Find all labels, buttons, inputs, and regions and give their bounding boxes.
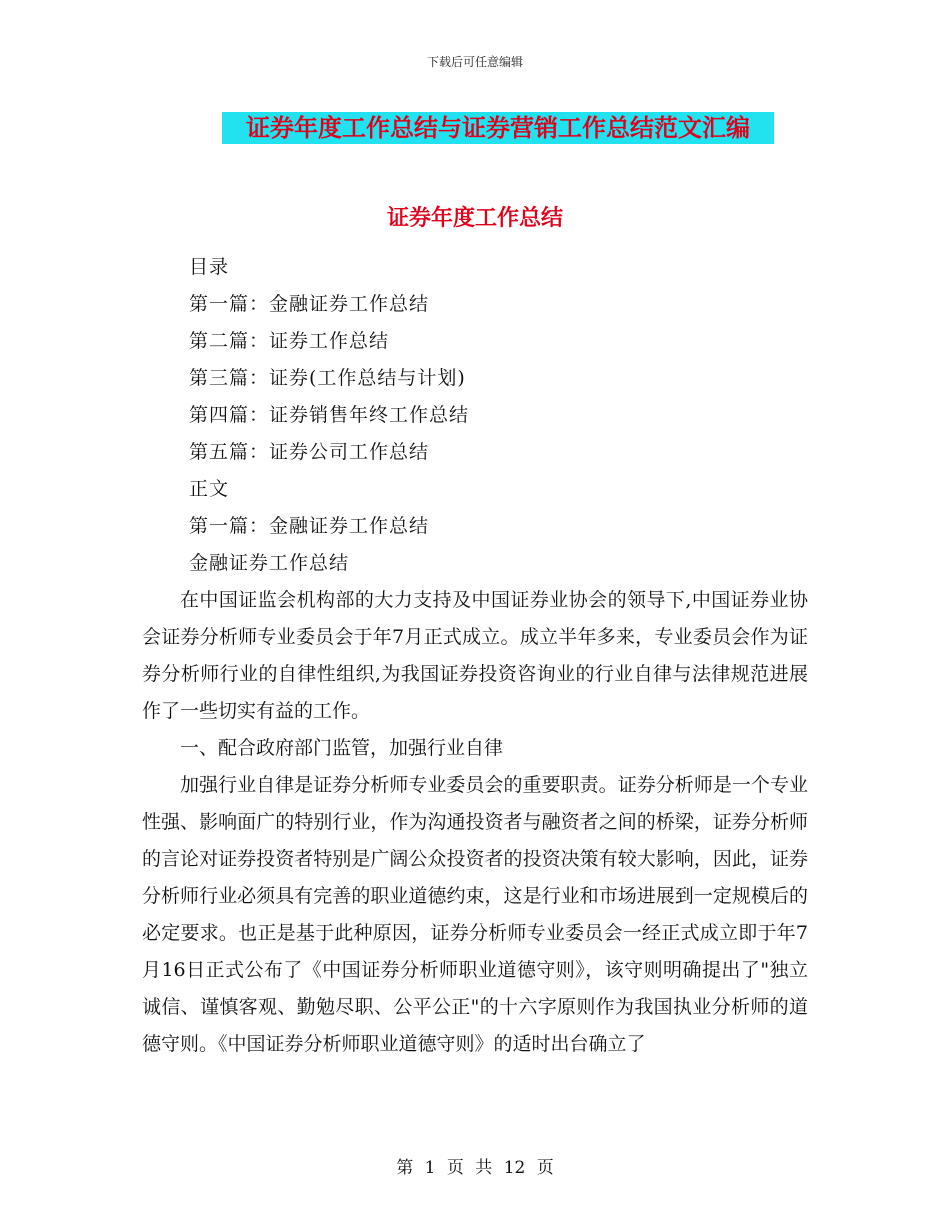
toc-item: 第四篇：证券销售年终工作总结	[189, 404, 470, 426]
section-heading: 一、配合政府部门监管，加强行业自律	[180, 737, 504, 759]
toc-item: 第一篇：金融证券工作总结	[189, 293, 430, 315]
body-text	[142, 582, 808, 1063]
body-heading: 正文	[189, 478, 230, 500]
section-title: 证券年度工作总结	[386, 205, 563, 231]
table-of-contents	[189, 249, 469, 582]
paragraph: 在中国证监会机构部的大力支持及中国证券业协会的领导下,中国证券业协会证券分析师专业委员会于年7月正式成立。成立半年多来，专业委员会作为证券分析师行业的自律性组织,为我国证券投资咨询业的行业自律与法律规范进展作了一些切实有益的工作。	[142, 589, 808, 722]
toc-item: 第二篇：证券工作总结	[189, 330, 390, 352]
toc-heading: 目录	[189, 256, 230, 278]
paragraph: 加强行业自律是证券分析师专业委员会的重要职责。证券分析师是一个专业性强、影响面广的特别行业，作为沟通投资者与融资者之间的桥梁，证券分析师的言论对证券投资者特别是广阔公众投资者的投资决策有较大影响，因此，证券分析师行业必须具有完善的职业道德约束，这是行业和市场进展到一定规模后的必定要求。也正是基于此种原因，证券分析师专业委员会一经正式成立即于年7月16日正式公布了《中国证券分析师职业道德守则》，该守则明确提出了"独立诚信、谨慎客观、勤勉尽职、公平公正"的十六字原则作为我国执业分析师的道德守则。《中国证券分析师职业道德守则》的适时出台确立了	[142, 774, 808, 1055]
document-main-title: 证券年度工作总结与证券营销工作总结范文汇编	[222, 112, 774, 144]
chapter-title: 金融证券工作总结	[189, 552, 350, 574]
toc-item: 第三篇：证券(工作总结与计划)	[189, 367, 466, 389]
chapter-heading: 第一篇：金融证券工作总结	[189, 515, 430, 537]
page-number-footer: 第 1 页 共 12 页	[396, 1158, 554, 1178]
header-note: 下载后可任意编辑	[426, 55, 523, 69]
toc-item: 第五篇：证券公司工作总结	[189, 441, 430, 463]
